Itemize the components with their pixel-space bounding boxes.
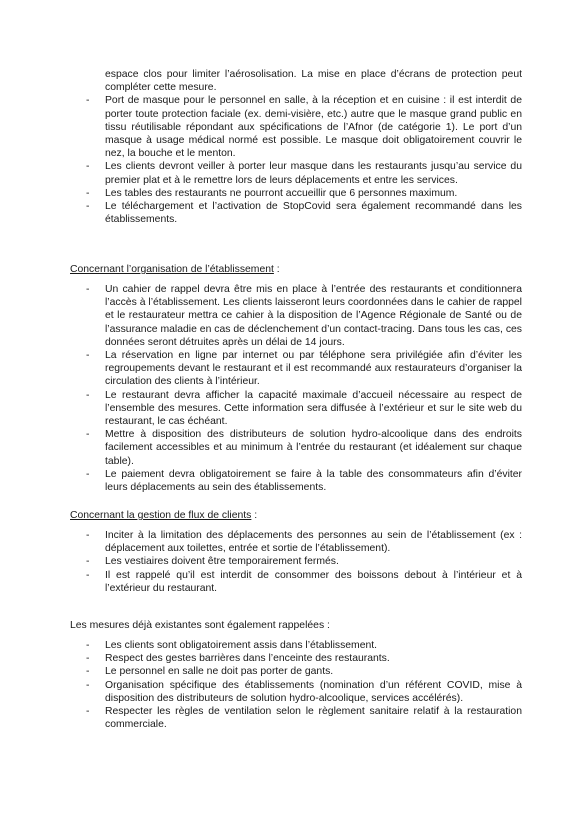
section-heading-flux	[70, 509, 522, 522]
bullet-dash: -	[86, 161, 90, 173]
list-item	[70, 428, 522, 468]
list-item-text: Un cahier de rappel devra être mis en place à l’entrée des restaurants et conditionnera l’accès à l’établissement. Les clients laisseront leurs coordonnées dans le cahier de rappel et le restaurateur mettra ce cahier à la disposition de l’Agence Régionale de Santé ou de l’assurance maladie en cas de déclenchement d’un contact-tracing. Dans tous les cas, ces données seront détruites après un délai de 14 jours.	[105, 284, 522, 348]
list-item-text: Mettre à disposition des distributeurs de solution hydro-alcoolique dans des endroits facilement accessibles et au minimum à l’entrée du restaurant (et idéalement sur chaque table).	[105, 429, 522, 467]
bullet-dash: -	[86, 187, 90, 199]
list-item-text: La réservation en ligne par internet ou par téléphone sera privilégiée afin d’éviter les regroupements devant le restaurant et il est recommandé aux restaurateurs d’organiser la circulation des clients à l’intérieur.	[105, 350, 522, 388]
list-item	[70, 705, 522, 731]
list-item	[70, 529, 522, 555]
list-item-text: Le paiement devra obligatoirement se faire à la table des consommateurs afin d’éviter leurs déplacements au sein des établissements.	[105, 468, 522, 494]
bullet-dash: -	[86, 706, 90, 718]
list-item-text: Inciter à la limitation des déplacements des personnes au sein de l’établissement (ex : déplacement aux toilettes, entrée et sortie de l’établissement).	[105, 530, 522, 555]
measures-list-top	[70, 68, 522, 226]
bullet-dash: -	[86, 530, 90, 541]
bullet-dash: -	[86, 653, 90, 665]
bullet-dash: -	[86, 350, 90, 362]
list-item	[70, 555, 522, 568]
list-item-text: Les vestiaires doivent être temporairement fermés.	[105, 556, 339, 568]
list-item-text: Respecter les règles de ventilation selon le règlement sanitaire relatif à la restauration commerciale.	[105, 706, 522, 731]
heading-text: Concernant l’organisation de l’établissement	[70, 264, 274, 275]
bullet-dash: -	[86, 95, 90, 107]
bullet-dash: -	[86, 389, 90, 401]
heading-text: Concernant la gestion de flux de clients	[70, 510, 252, 521]
bullet-dash: -	[86, 201, 90, 213]
list-item-text: Port de masque pour le personnel en salle, à la réception et en cuisine : il est interdit de porter toute protection faciale (ex. demi-visière, etc.) autre que le masque grand public en tissu réutilisable répondant aux spécifications de l’Afnor (de catégorie 1). Le port d’un masque à usage médical normé est possible. Le masque doit obligatoirement couvrir le nez, la bouche et le menton.	[105, 95, 522, 160]
bullet-dash: -	[86, 666, 90, 678]
list-item-text: Respect des gestes barrières dans l’enceinte des restaurants.	[105, 653, 390, 665]
list-item-text: Le téléchargement et l’activation de StopCovid sera également recommandé dans les établissements.	[105, 201, 522, 226]
continuation-paragraph: espace clos pour limiter l’aérosolisation. La mise en place d’écrans de protection peut compléter cette mesure.	[105, 69, 522, 94]
list-item	[70, 187, 522, 200]
list-item	[70, 94, 522, 160]
list-item-text: Le restaurant devra afficher la capacité maximale d’accueil nécessaire au respect de l’ensemble des mesures. Cette information sera diffusée à l’extérieur et sur le site web du restaurant, le cas échéant.	[105, 389, 522, 428]
bullet-dash: -	[86, 429, 90, 441]
list-item-text: Le personnel en salle ne doit pas porter de gants.	[105, 666, 334, 678]
list-item-text: Les tables des restaurants ne pourront accueillir que 6 personnes maximum.	[105, 187, 458, 199]
list-item-text: Les clients sont obligatoirement assis dans l’établissement.	[105, 640, 378, 651]
bullet-dash: -	[86, 679, 90, 691]
bullet-dash: -	[86, 284, 90, 295]
heading-text: Les mesures déjà existantes sont également rappelées :	[70, 620, 330, 631]
list-item	[70, 200, 522, 226]
heading-suffix: :	[251, 510, 258, 521]
list-item	[70, 569, 522, 595]
section-heading-existing-measures	[70, 619, 522, 632]
list-item-text: Organisation spécifique des établissements (nomination d’un référent COVID, mise à disposition des distributeurs de solution hydro-alcoolique, services accélérés).	[105, 679, 522, 704]
list-item	[70, 160, 522, 186]
list-item	[70, 283, 522, 349]
bullet-dash: -	[86, 468, 90, 480]
list-item	[70, 639, 522, 652]
section-heading-organisation	[70, 263, 522, 276]
list-item-text: Il est rappelé qu’il est interdit de consommer des boissons debout à l’intérieur et à l’extérieur du restaurant.	[105, 569, 522, 594]
list-item	[70, 349, 522, 389]
flux-list	[70, 529, 522, 595]
organisation-list	[70, 283, 522, 494]
heading-suffix: :	[273, 264, 280, 275]
bullet-dash: -	[86, 640, 90, 651]
list-item	[70, 468, 522, 494]
list-item	[70, 652, 522, 665]
existing-measures-list	[70, 639, 522, 731]
list-item	[70, 679, 522, 705]
list-item	[70, 389, 522, 429]
list-item	[70, 665, 522, 678]
bullet-dash: -	[86, 556, 90, 568]
list-item-text: Les clients devront veiller à porter leur masque dans les restaurants jusqu’au service du premier plat et à le remettre lors de leurs déplacements et entre les services.	[105, 161, 522, 186]
bullet-dash: -	[86, 569, 90, 581]
